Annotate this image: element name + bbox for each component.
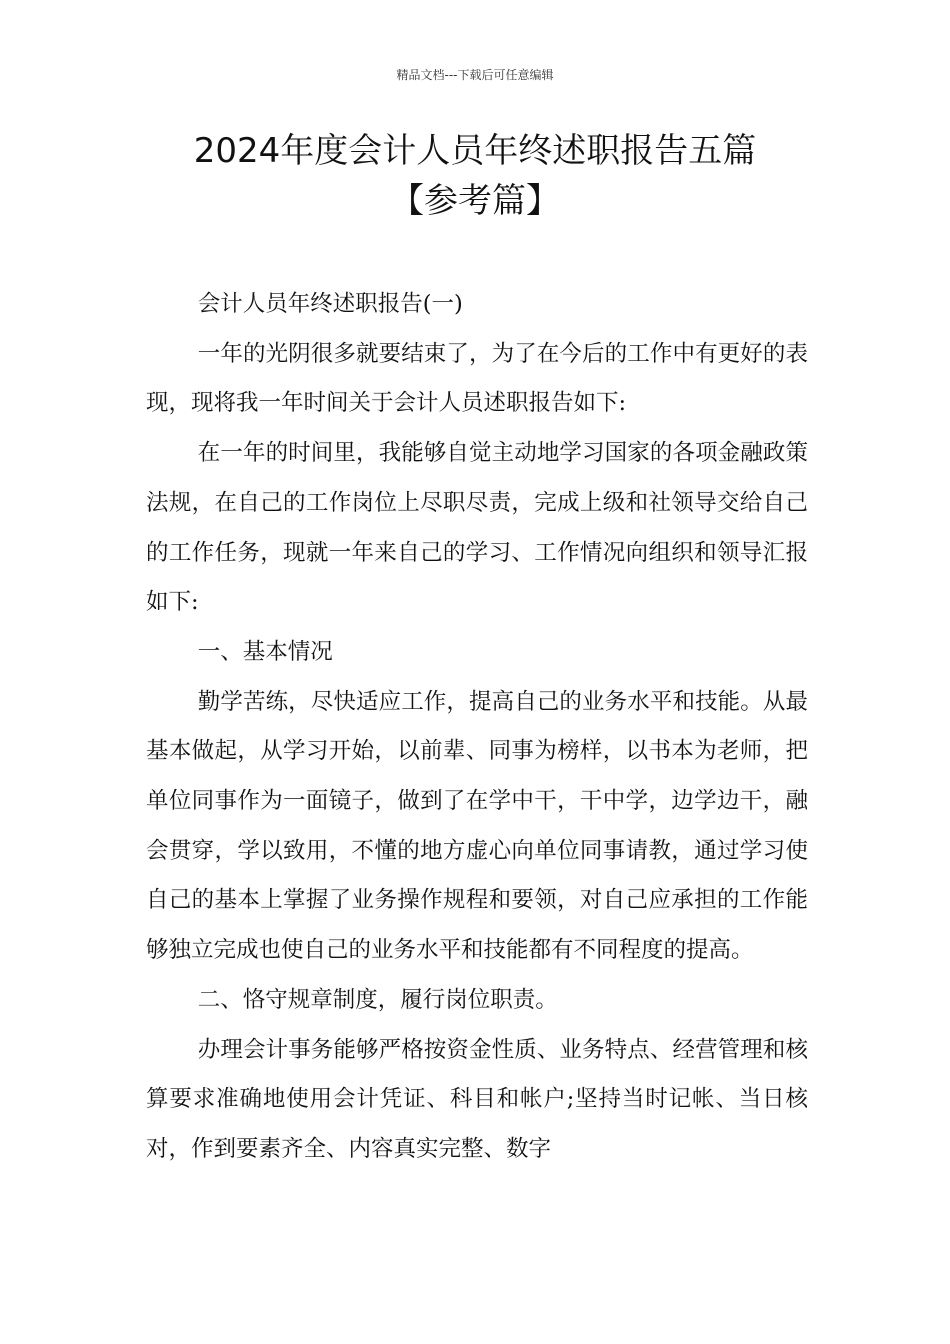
section-heading-rules: 二、恪守规章制度，履行岗位职责。: [197, 986, 558, 1013]
body-paragraph: 一年的光阴很多就要结束了，为了在今后的工作中有更好的表现，现将我一年时间关于会计人员述职报告如下:: [146, 340, 808, 417]
document-title-line-1: 2024年度会计人员年终述职报告五篇: [193, 131, 757, 171]
body-paragraph: 在一年的时间里，我能够自觉主动地学习国家的各项金融政策法规，在自己的工作岗位上尽职尽责，完成上级和社领导交给自己的工作任务，现就一年来自己的学习、工作情况向组织和领导汇报如下:: [146, 440, 808, 616]
body-paragraph: 办理会计事务能够严格按资金性质、业务特点、经营管理和核算要求准确地使用会计凭证、科目和帐户;坚持当时记帐、当日核对，作到要素齐全、内容真实完整、数字: [146, 1036, 808, 1162]
document-title-line-2: 【参考篇】: [390, 181, 560, 221]
section-heading-basic-situation: 一、基本情况: [197, 638, 333, 665]
document-body: [146, 280, 808, 1175]
page-header-note: 精品文档---下载后可任意编辑: [396, 68, 554, 82]
document-title: [60, 126, 890, 226]
body-paragraph: 勤学苦练，尽快适应工作，提高自己的业务水平和技能。从最基本做起，从学习开始，以前辈、同事为榜样，以书本为老师，把单位同事作为一面镜子，做到了在学中干，干中学，边学边干，融会贯穿，学以致用，不懂的地方虚心向单位同事请教，通过学习使自己的基本上掌握了业务操作规程和要领，对自己应承担的工作能够独立完成也使自己的业务水平和技能都有不同程度的提高。: [146, 688, 808, 964]
section-heading-report-1: 会计人员年终述职报告(一): [197, 291, 463, 317]
